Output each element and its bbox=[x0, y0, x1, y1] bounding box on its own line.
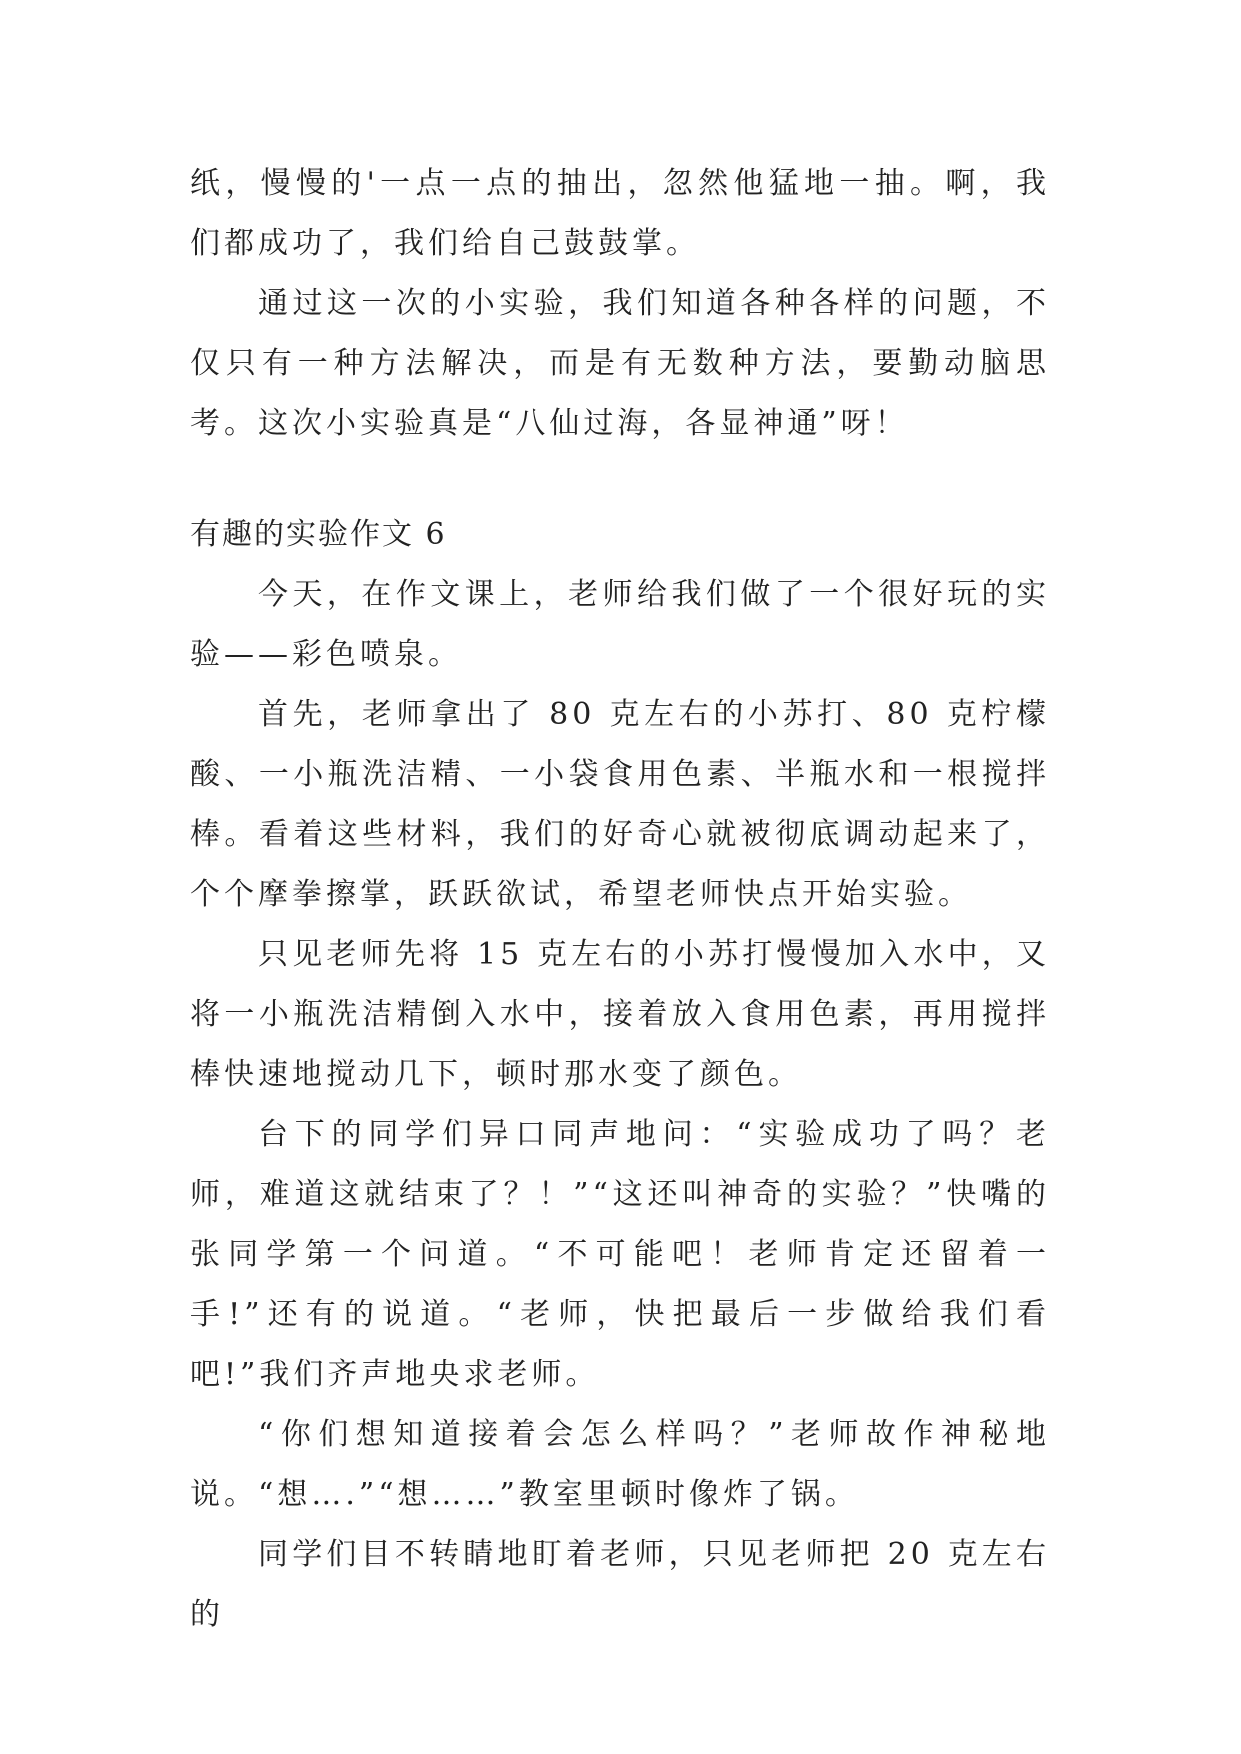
essay-section bbox=[190, 505, 1050, 1645]
previous-essay-ending bbox=[190, 154, 1050, 454]
paragraph-continued: 纸，慢慢的'一点一点的抽出，忽然他猛地一抽。啊，我们都成功了，我们给自己鼓鼓掌。 bbox=[190, 166, 1050, 261]
paragraph: 同学们目不转睛地盯着老师，只见老师把 20 克左右的 bbox=[190, 1537, 1050, 1632]
paragraph: 只见老师先将 15 克左右的小苏打慢慢加入水中，又将一小瓶洗洁精倒入水中，接着放入食用色素，再用搅拌棒快速地搅动几下，顿时那水变了颜色。 bbox=[190, 937, 1050, 1092]
paragraph-conclusion: 通过这一次的小实验，我们知道各种各样的问题，不仅只有一种方法解决，而是有无数种方法，要勤动脑思考。这次小实验真是“八仙过海，各显神通”呀！ bbox=[190, 286, 1050, 441]
paragraph: “你们想知道接着会怎么样吗？”老师故作神秘地说。“想….”“想……”教室里顿时像炸了锅。 bbox=[190, 1417, 1050, 1512]
paragraph: 今天，在作文课上，老师给我们做了一个很好玩的实验——彩色喷泉。 bbox=[190, 577, 1050, 672]
section-title: 有趣的实验作文 6 bbox=[190, 517, 447, 552]
paragraph: 首先，老师拿出了 80 克左右的小苏打、80 克柠檬酸、一小瓶洗洁精、一小袋食用色素、半瓶水和一根搅拌棒。看着这些材料，我们的好奇心就被彻底调动起来了，个个摩拳擦掌，跃跃欲试，希望老师快点开始实验。 bbox=[190, 697, 1050, 912]
paragraph: 台下的同学们异口同声地问：“实验成功了吗？老师，难道这就结束了？！”“这还叫神奇的实验？”快嘴的张同学第一个问道。“不可能吧！老师肯定还留着一手!”还有的说道。“老师，快把最后一步做给我们看吧!”我们齐声地央求老师。 bbox=[190, 1117, 1050, 1392]
